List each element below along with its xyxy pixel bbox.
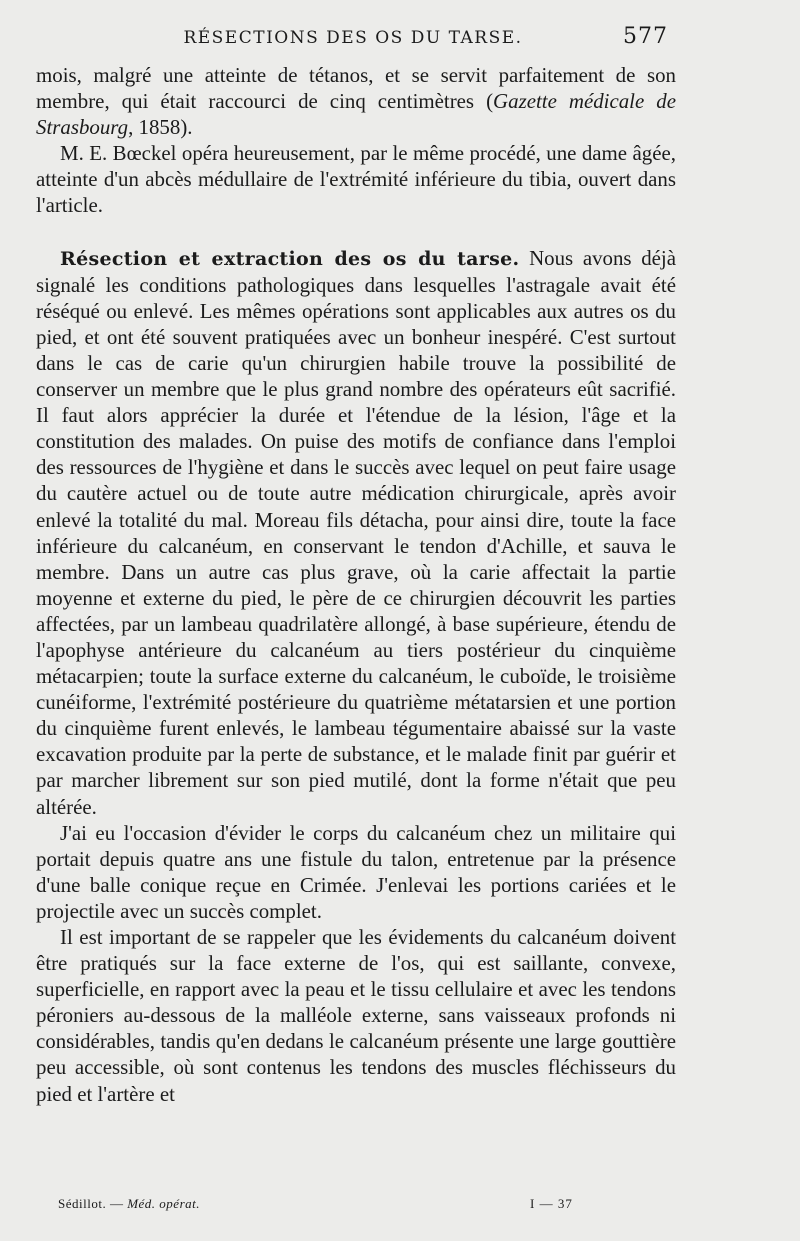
paragraph-2: M. E. Bœckel opéra heureusement, par le même procédé, une dame âgée, atteinte d'un abcès médullaire de l'extrémité inférieure du tibia, ouvert dans l'article. (36, 141, 676, 218)
paragraph-5: Il est important de se rappeler que les évidements du calcanéum doivent être pratiqués sur la face externe de l'os, qui est saillante, convexe, superficielle, en rapport avec la peau et le tissu cellulaire et avec les tendons péroniers au-dessous de la malléole externe, sans vaisseaux profonds ni considérables, tandis qu'en dedans le calcanéum présente une large gouttière peu accessible, où sont contenus les tendons des muscles fléchisseurs du pied et l'artère et (36, 925, 676, 1106)
paragraph-1 (36, 62, 676, 140)
body-text (36, 62, 676, 1107)
paragraph-3 (36, 245, 676, 820)
footer-signature: I — 37 (530, 1196, 573, 1211)
journal-citation: Gazette médicale de Strasbourg (36, 89, 676, 140)
footer-dash: — (109, 1196, 124, 1211)
paragraph-1-text-b: , 1858). (128, 115, 193, 140)
paragraph-3-text: Nous avons déjà signalé les conditions pathologiques dans lesquelles l'astragale avait été réséqué ou enlevé. Les mêmes opérations sont applicables aux autres os du pied, et ont été souvent pratiquées avec un bonheur inespéré. C'est surtout dans le cas de carie qu'un chirurgien habile trouve la possibilité de conserver un membre que le plus grand nombre des opérateurs eût sacrifié. Il faut alors apprécier la durée et l'étendue de la lésion, l'âge et la constitution des malades. On puise des motifs de confiance dans l'emploi des ressources de l'hygiène et dans le succès avec lequel on peut faire usage du cautère actuel ou de toute autre médication chirurgicale, après avoir enlevé la totalité du mal. Moreau fils détacha, pour ainsi dire, toute la face inférieure du calcanéum, en conservant le tendon d'Achille, et sauva le membre. Dans un autre cas plus grave, où la carie affectait la partie moyenne et externe du pied, le père de ce chirurgien découvrit les parties affectées, par un lambeau quadrilatère allongé, à base supérieure, étendu de l'apophyse antérieure du calcanéum au tiers postérieur du cinquième métacarpien; toute la surface externe du calcanéum, le cuboïde, le troisième cunéiforme, l'extrémité postérieure du quatrième métatarsien et une portion du cinquième furent enlevés, le lambeau tégumentaire abaissé sur la vaste excavation produite par la perte de substance, et le malade finit par guérir et par marcher librement sur son pied mutilé, dont la forme n'était que peu altérée. (36, 245, 676, 819)
paragraph-1-text-a: mois, malgré une atteinte de tétanos, et se servit parfaitement de son membre, qui était raccourci de cinq centimètres ( (36, 63, 676, 114)
section-title: Résection et extraction des os du tarse. (60, 247, 520, 270)
page-number: 577 (623, 24, 668, 49)
footer-author (58, 1196, 200, 1212)
footer-book-title: Méd. opérat. (127, 1196, 200, 1211)
footer-author-name: Sédillot. (58, 1196, 107, 1211)
running-title: RÉSECTIONS DES OS DU TARSE. (183, 28, 523, 48)
paragraph-4: J'ai eu l'occasion d'évider le corps du calcanéum chez un militaire qui portait depuis quatre ans une fistule du talon, entretenue par la présence d'une balle conique reçue en Crimée. J'enlevai les portions cariées et le projectile avec un succès complet. (36, 820, 676, 923)
